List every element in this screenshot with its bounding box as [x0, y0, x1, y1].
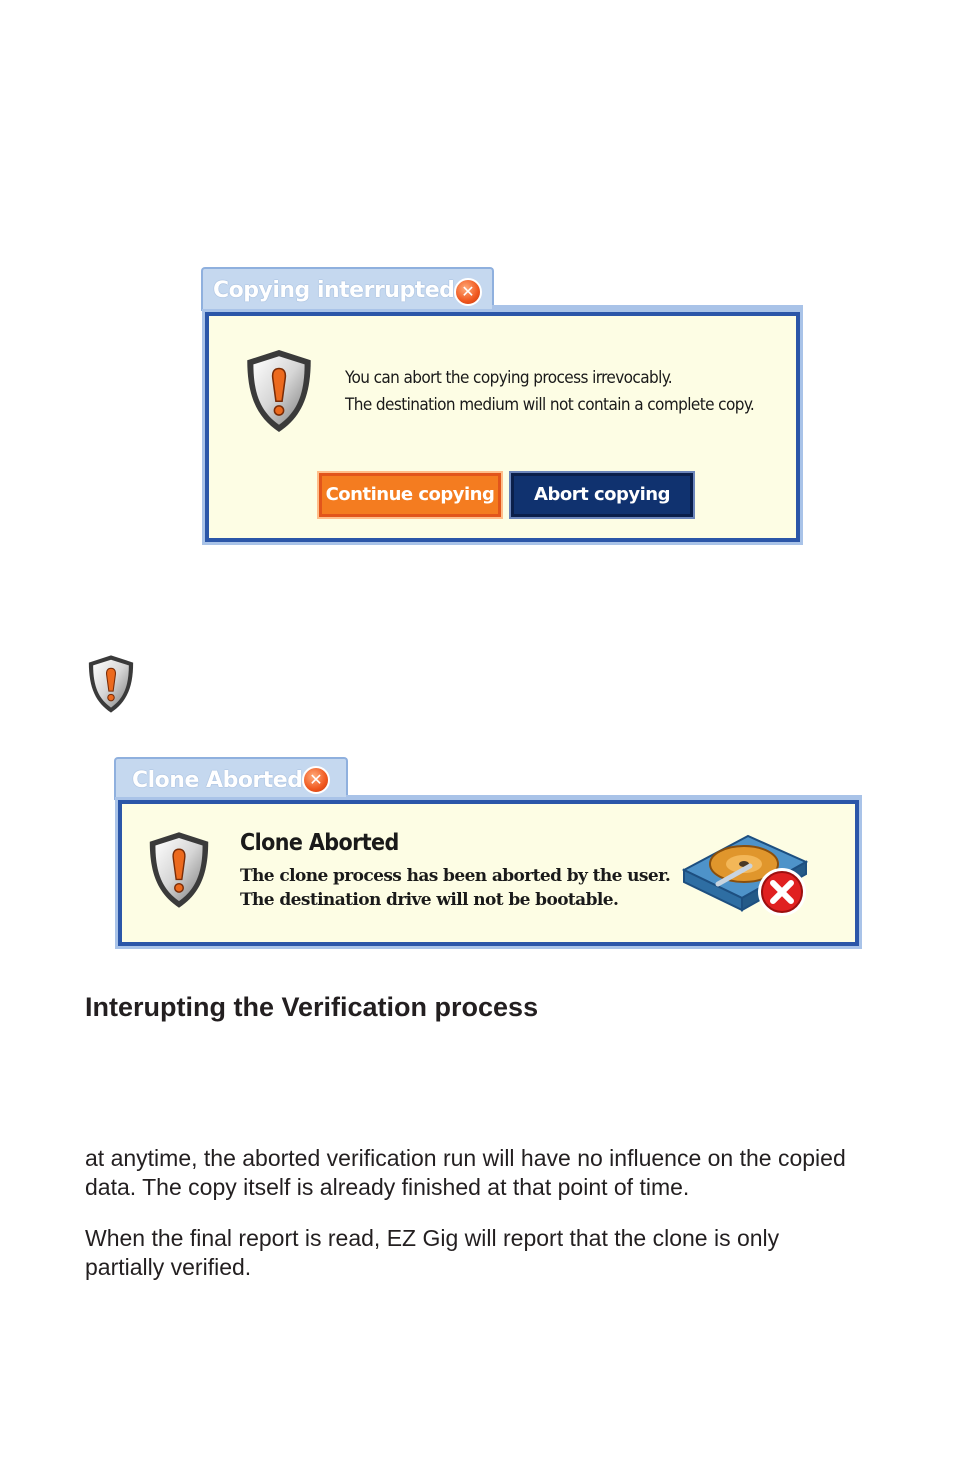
section-heading: Interupting the Verification process: [85, 992, 539, 1022]
paragraph-1: [85, 1144, 905, 1202]
dialog-title-tab: [201, 267, 494, 311]
close-icon[interactable]: ✕: [454, 278, 482, 306]
dialog-message-line-2: The destination drive will not be bootable.: [240, 890, 619, 910]
dialog-message-line-1: You can abort the copying process irrevocably.: [345, 368, 673, 388]
paragraph-2-line-1: When the final report is read, EZ Gig will report that the clone is only: [85, 1225, 780, 1251]
paragraph-2: [85, 1224, 905, 1282]
dialog-body: [205, 312, 800, 542]
continue-copying-button[interactable]: Continue copying: [319, 473, 501, 517]
paragraph-1-line-2: data. The copy itself is already finished at that point of time.: [85, 1174, 690, 1200]
dialog-message-line-2: The destination medium will not contain a complete copy.: [345, 395, 755, 415]
hard-drive-error-icon: [678, 826, 818, 926]
dialog-heading: Clone Aborted: [240, 830, 399, 856]
close-icon[interactable]: ✕: [302, 766, 330, 794]
dialog-title-tab: [114, 757, 348, 800]
dialog-title: Clone Aborted: [132, 768, 303, 793]
dialog-title-strip: [492, 305, 803, 311]
dialog-body: [118, 800, 859, 946]
abort-copying-button[interactable]: Abort copying: [511, 473, 693, 517]
dialog-message-line-1: The clone process has been aborted by the user.: [240, 866, 671, 886]
warning-shield-icon: [146, 830, 212, 910]
dialog-title: Copying interrupted: [213, 278, 455, 303]
paragraph-1-line-1: at anytime, the aborted verification run will have no influence on the copied: [85, 1145, 846, 1171]
warning-shield-icon: [86, 654, 136, 714]
paragraph-2-line-2: partially verified.: [85, 1254, 252, 1280]
warning-shield-icon: [243, 348, 315, 434]
